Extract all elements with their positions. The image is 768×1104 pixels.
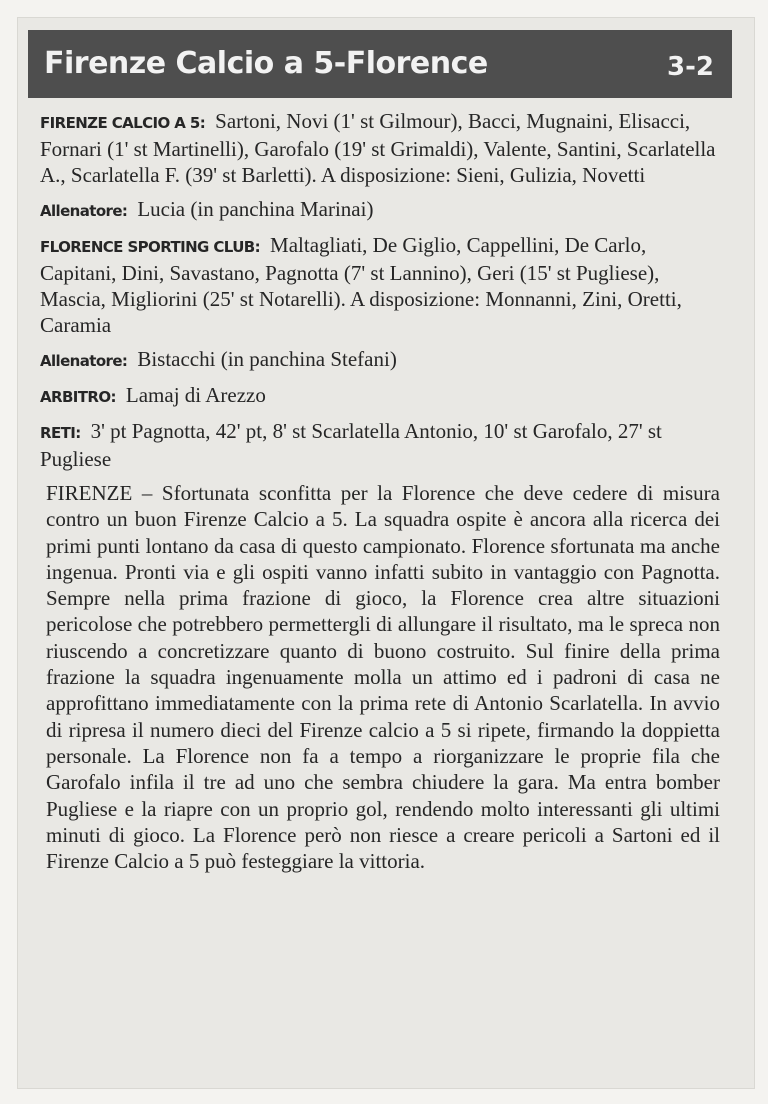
coach-home-text: Lucia (in panchina Marinai) — [137, 197, 374, 221]
lineup-home — [40, 108, 720, 188]
coach-away-text: Bistacchi (in panchina Stefani) — [137, 347, 397, 371]
lineup-home-label: FIRENZE CALCIO A 5: — [40, 114, 206, 132]
referee-label: ARBITRO: — [40, 388, 116, 406]
coach-home — [40, 196, 720, 224]
coach-away-label: Allenatore: — [40, 352, 128, 370]
referee — [40, 382, 720, 410]
coach-home-label: Allenatore: — [40, 202, 128, 220]
match-title: Firenze Calcio a 5-Florence — [44, 46, 488, 81]
lineup-home-text: Sartoni, Novi (1' st Gilmour), Bacci, Mugnaini, Elisacci, Fornari (1' st Martinelli), Garofalo (19' st Grimaldi), Valente, Santini, Scarlatella A., Scarlatella F. (39' st Barletti). A disposizione: Sieni, Gulizia, Novetti — [40, 109, 716, 187]
goals — [40, 418, 720, 472]
match-report — [40, 108, 720, 874]
lineup-away-label: FLORENCE SPORTING CLUB: — [40, 238, 261, 256]
goals-label: RETI: — [40, 424, 81, 442]
match-header — [28, 30, 732, 98]
lineup-away-text: Maltagliati, De Giglio, Cappellini, De Carlo, Capitani, Dini, Savastano, Pagnotta (7' st Lannino), Geri (15' st Pugliese), Mascia, Migliorini (25' st Notarelli). A disposizione: Monnanni, Zini, Oretti, Caramia — [40, 233, 682, 337]
goals-text: 3' pt Pagnotta, 42' pt, 8' st Scarlatella Antonio, 10' st Garofalo, 27' st Pugliese — [40, 419, 662, 471]
referee-text: Lamaj di Arezzo — [125, 383, 266, 407]
lineup-away — [40, 232, 720, 338]
coach-away — [40, 346, 720, 374]
match-score: 3-2 — [667, 52, 714, 82]
article-body: FIRENZE – Sfortunata sconfitta per la Florence che deve cedere di misura contro un buon Firenze Calcio a 5. La squadra ospite è ancora alla ricerca dei primi punti lontano da casa di questo campionato. Florence sfortunata ma anche ingenua. Pronti via e gli ospiti vanno infatti subito in vantaggio con Pagnotta. Sempre nella prima frazione di gioco, la Florence crea altre situazioni pericolose che potrebbero permettergli di allungare il risultato, ma le spreca non riuscendo a concretizzare quanto di buono costruito. Sul finire della prima frazione la squadra ingenuamente molla un attimo ed i padroni di casa ne approfittano immediatamente con la prima rete di Antonio Scarlatella. In avvio di ripresa il numero dieci del Firenze calcio a 5 si ripete, firmando la doppietta personale. La Florence non fa a tempo a riorganizzare le proprie fila che Garofalo infila il tre ad uno che sembra chiudere la gara. Ma entra bomber Pugliese e la riapre con un proprio gol, rendendo molto interessanti gli ultimi minuti di gioco. La Florence però non riesce a creare pericoli a Sartoni ed il Firenze Calcio a 5 può festeggiare la vittoria. — [46, 481, 720, 874]
